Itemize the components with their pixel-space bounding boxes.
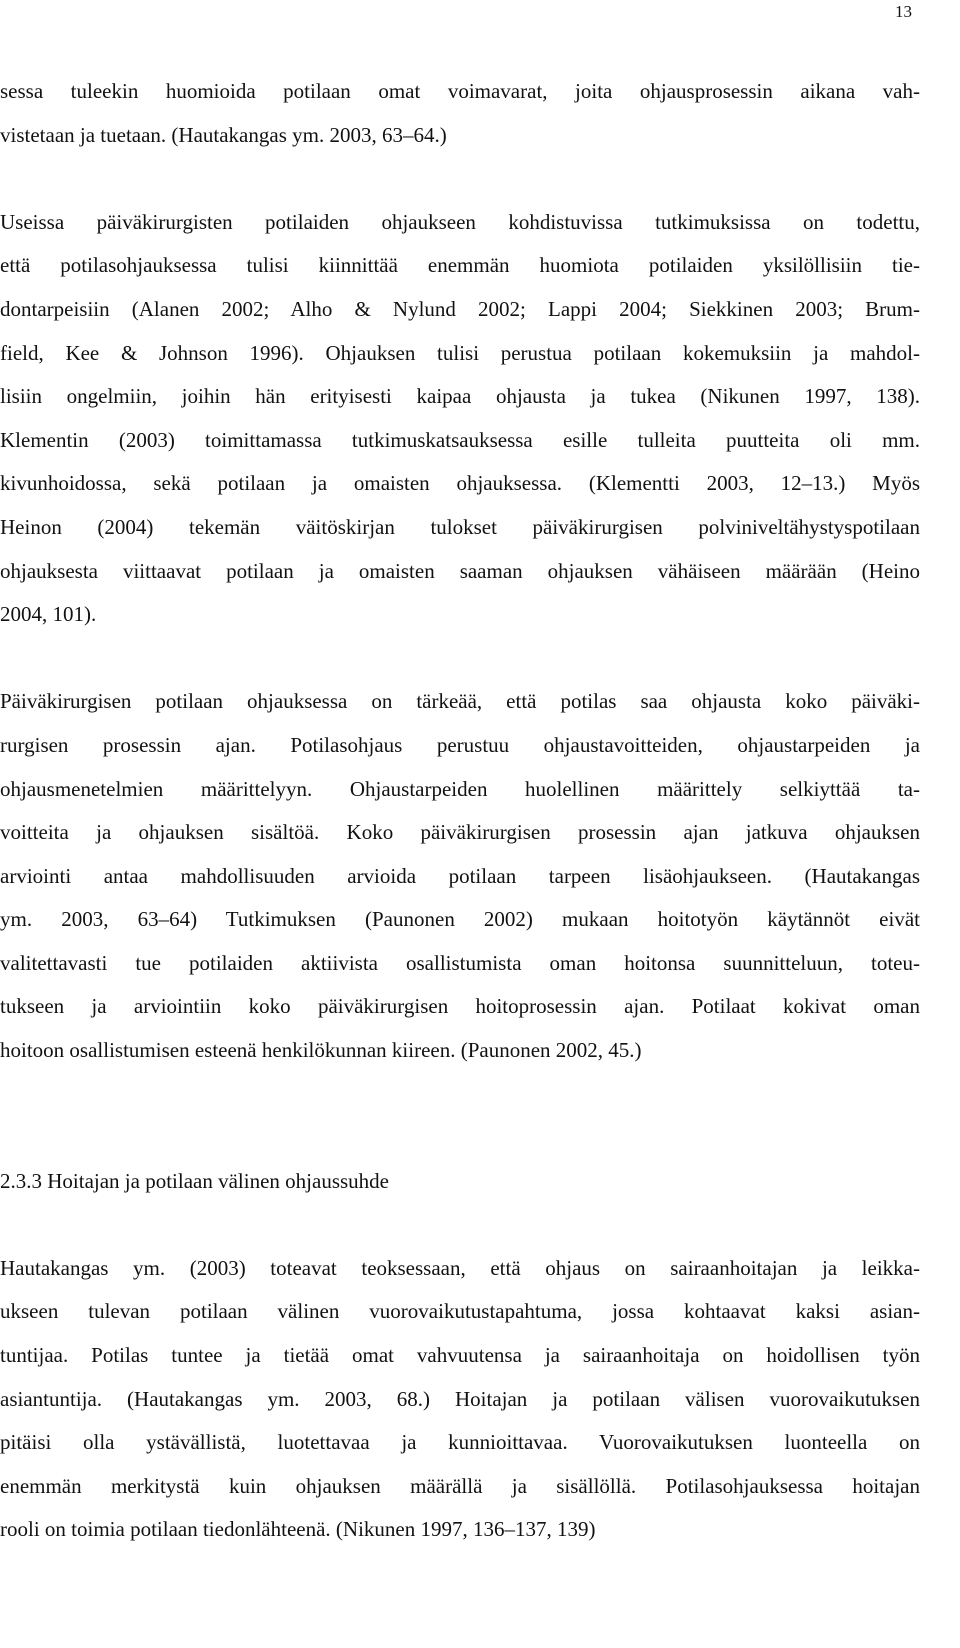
paragraph-2 [0, 201, 920, 637]
section-gap [0, 1073, 920, 1160]
text-line: pitäisi olla ystävällistä, luotettavaa ja kunnioittavaa. Vuorovaikutuksen luonteella on [0, 1430, 920, 1455]
text-line: Klementin (2003) toimittamassa tutkimuskatsauksessa esille tulleita puutteita oli mm. [0, 427, 920, 452]
text-line: enemmän merkitystä kuin ohjauksen määrällä ja sisällöllä. Potilasohjauksessa hoitajan [0, 1473, 920, 1498]
text-line: tuntijaa. Potilas tuntee ja tietää omat vahvuutensa ja sairaanhoitaja on hoidollisen työn [0, 1343, 920, 1368]
paragraph-gap [0, 157, 920, 201]
text-line: voitteita ja ohjauksen sisältöä. Koko päiväkirurgisen prosessin ajan jatkuva ohjauksen [0, 820, 920, 845]
paragraph-gap [0, 637, 920, 681]
page-number: 13 [895, 2, 912, 21]
text-line: ukseen tulevan potilaan välinen vuorovaikutustapahtuma, jossa kohtaavat kaksi asian- [0, 1299, 920, 1324]
text-line: Hautakangas ym. (2003) toteavat teoksessaan, että ohjaus on sairaanhoitajan ja leikka- [0, 1255, 920, 1280]
text-line: valitettavasti tue potilaiden aktiivista osallistumista oman hoitonsa suunnitteluun, toteu- [0, 950, 920, 975]
text-line: että potilasohjauksessa tulisi kiinnittää enemmän huomiota potilaiden yksilöllisiin tie- [0, 253, 920, 278]
text-line: arviointi antaa mahdollisuuden arvioida potilaan tarpeen lisäohjaukseen. (Hautakangas [0, 863, 920, 888]
text-line: hoitoon osallistumisen esteenä henkilökunnan kiireen. (Paunonen 2002, 45.) [0, 1038, 642, 1063]
text-line: rooli on toimia potilaan tiedonlähteenä. (Nikunen 1997, 136–137, 139) [0, 1517, 596, 1542]
document-body [0, 70, 920, 1552]
text-line: ohjausmenetelmien määrittelyyn. Ohjaustarpeiden huolellinen määrittely selkiyttää ta- [0, 776, 920, 801]
paragraph-4 [0, 1247, 920, 1552]
text-line: rurgisen prosessin ajan. Potilasohjaus perustuu ohjaustavoitteiden, ohjaustarpeiden ja [0, 732, 920, 757]
paragraph-gap [0, 1203, 920, 1247]
text-line: tukseen ja arviointiin koko päiväkirurgisen hoitoprosessin ajan. Potilaat kokivat oman [0, 994, 920, 1019]
text-line: vistetaan ja tuetaan. (Hautakangas ym. 2003, 63–64.) [0, 122, 447, 147]
text-line: sessa tuleekin huomioida potilaan omat voimavarat, joita ohjausprosessin aikana vah- [0, 79, 920, 103]
text-line: asiantuntija. (Hautakangas ym. 2003, 68.) Hoitajan ja potilaan välisen vuorovaikutuksen [0, 1386, 920, 1411]
text-line: 2004, 101). [0, 602, 97, 627]
text-line: Päiväkirurgisen potilaan ohjauksessa on tärkeää, että potilas saa ohjausta koko päiväki- [0, 689, 920, 714]
text-line: kivunhoidossa, sekä potilaan ja omaisten ohjauksessa. (Klementti 2003, 12–13.) Myös [0, 471, 920, 496]
text-line: field, Kee & Johnson 1996). Ohjauksen tulisi perustua potilaan kokemuksiin ja mahdol- [0, 340, 920, 365]
paragraph-1 [0, 70, 920, 157]
paragraph-3 [0, 680, 920, 1072]
section-heading: 2.3.3 Hoitajan ja potilaan välinen ohjaussuhde [0, 1168, 389, 1193]
text-line: Heinon (2004) tekemän väitöskirjan tulokset päiväkirurgisen polviniveltähystyspotilaan [0, 514, 920, 539]
text-line: dontarpeisiin (Alanen 2002; Alho & Nylund 2002; Lappi 2004; Siekkinen 2003; Brum- [0, 296, 920, 321]
text-line: ohjauksesta viittaavat potilaan ja omaisten saaman ohjauksen vähäiseen määrään (Heino [0, 558, 920, 583]
text-line: lisiin ongelmiin, joihin hän erityisesti kaipaa ohjausta ja tukea (Nikunen 1997, 138). [0, 384, 920, 409]
text-line: ym. 2003, 63–64) Tutkimuksen (Paunonen 2002) mukaan hoitotyön käytännöt eivät [0, 907, 920, 932]
text-line: Useissa päiväkirurgisten potilaiden ohjaukseen kohdistuvissa tutkimuksissa on todettu, [0, 209, 920, 234]
